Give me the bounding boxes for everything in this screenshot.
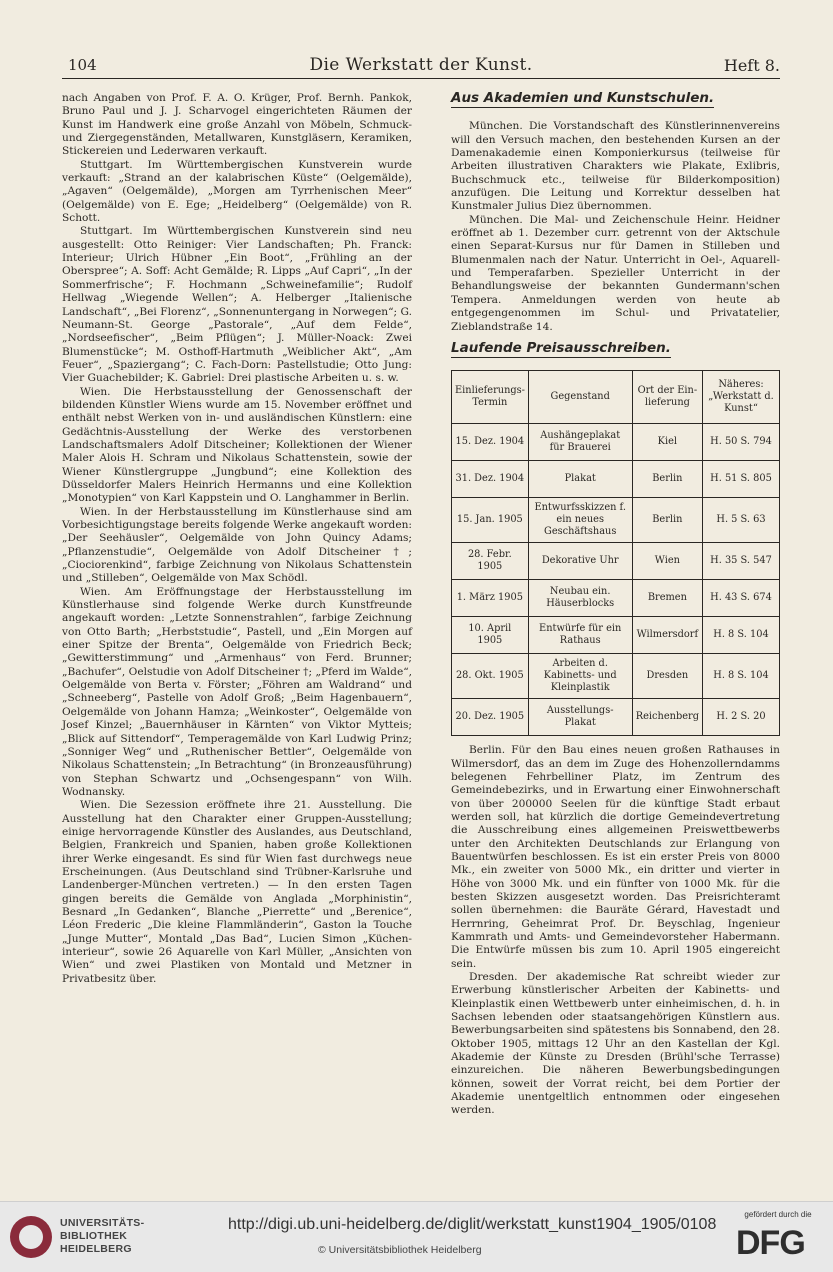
library-name: UNIVERSITÄTS- BIBLIOTHEK HEIDELBERG — [60, 1217, 145, 1255]
digitization-footer — [0, 1201, 833, 1272]
dfg-wordmark: DFG — [736, 1224, 805, 1262]
table-cell: H. 50 S. 794 — [703, 424, 780, 461]
table-cell: 28. Okt. 1905 — [452, 654, 529, 699]
permalink[interactable]: http://digi.ub.uni-heidelberg.de/diglit/werkstatt_kunst1904_1905/0108 — [228, 1216, 717, 1233]
table-cell: Arbeiten d. Kabinetts- und Kleinplastik — [528, 654, 632, 699]
paragraph: nach Angaben von Prof. F. A. O. Krüger, Prof. Bernh. Pankok, Bruno Paul und J. J. Scharvogel eingerichteten Räumen der Kunst im Handwerk eine große Anzahl von Möbeln, Schmuck- und Ziergegenständen, Metallwaren, Kunstgläsern, Keramiken, Stickereien und Lederwaren verkauft. — [62, 92, 412, 158]
paragraph: München. Die Mal- und Zeichenschule Heinr. Heidner eröffnet ab 1. Dezember curr. getrennt von der Aktschule einen Separat-Kursus nur für Damen in Stilleben und Blumenmalen nach der Natur. Unterricht in Oel-, Aquarell- und Temperafarben. Spezieller Unterricht in der Behandlungsweise der bekannten Gundermann'schen Tempera. Anmeldungen werden von heute ab entgegengenommen im Schul- und Privatatelier, Zieblandstraße 14. — [451, 213, 780, 333]
table-cell: Reichenberg — [632, 699, 702, 736]
table-cell: Kiel — [632, 424, 702, 461]
paragraph: Stuttgart. Im Württembergischen Kunstverein sind neu ausgestellt: Otto Reiniger: Vier Landschaften; Ph. Franck: Interieur; Ulrich Hübner „Ein Boot“, „Frühling an der Oberspree“; A. Soff: Acht Gemälde; R. Lipps „Auf Capri“, „In der Sommerfrische“; F. Hochmann „Schweinefamilie“; Rudolf Hellwag „Wiegende Wellen“; A. Helberger „Italienische Landschaft“, „Bei Florenz“, „Sonnenuntergang in Norwegen“; G. Neumann-St. George „Pastorale“, „Auf dem Felde“, „Nordseefischer“, „Beim Pflügen“; J. Müller-Noack: Zwei Blumenstücke“; M. Osthoff-Hartmuth „Weiblicher Akt“, „Am Feuer“, „Spaziergang“; C. Fach-Dorn: Pastellstudie; Otto Jung: Vier Guachebilder; K. Gabriel: Drei plastische Arbeiten u. s. w. — [62, 225, 412, 385]
dfg-caption: gefördert durch die — [744, 1210, 812, 1219]
journal-title: Die Werkstatt der Kunst. — [309, 55, 533, 75]
table-cell: Entwürfe für ein Rathaus — [528, 617, 632, 654]
table-cell: 15. Dez. 1904 — [452, 424, 529, 461]
dfg-logo[interactable] — [732, 1210, 824, 1266]
table-header-row — [452, 371, 780, 424]
paragraph: Stuttgart. Im Württembergischen Kunstverein wurde verkauft: „Strand an der kalabrischen Küste“ (Oelgemälde), „Agaven“ (Oelgemälde), „Morgen am Tyrrhenischen Meer“ (Oelgemälde) von E. Ege; „Heidelberg“ (Oelgemälde) von R. Schott. — [62, 158, 412, 225]
right-column — [451, 92, 780, 1118]
paragraph: Wien. In der Herbstausstellung im Künstlerhause sind am Vorbesichtigungstage bereits folgende Werke angekauft worden: „Der Seehäusler“, Oelgemälde von John Quincy Adams; „Pflanzenstudie“, Oelgemälde von Adolf Ditscheiner †; „Ciociorenkind“, farbige Zeichnung von Nikolaus Schattenstein und „Stilleben“, Oelgemälde von Max Schödl. — [62, 505, 412, 585]
table-cell: Wilmersdorf — [632, 617, 702, 654]
table-row — [452, 461, 780, 498]
table-cell: H. 8 S. 104 — [703, 617, 780, 654]
copyright-notice: © Universitätsbibliothek Heidelberg — [318, 1244, 482, 1256]
left-column — [62, 92, 412, 986]
table-cell: Neubau ein. Häuserblocks — [528, 580, 632, 617]
table-cell: 20. Dez. 1905 — [452, 699, 529, 736]
table-cell: H. 35 S. 547 — [703, 543, 780, 580]
paragraph: Dresden. Der akademische Rat schreibt wieder zur Erwerbung künstlerischer Arbeiten der Kabinetts- und Kleinplastik einen Wettbewerb unter einheimischen, d. h. in Sachsen lebenden oder staatsangehörigen Künstlern aus. Bewerbungsarbeiten sind spätestens bis Sonnabend, den 28. Oktober 1905, mittags 12 Uhr an den Kastellan der Kgl. Akademie der Künste zu Dresden (Brühl'sche Terrasse) einzureichen. Die näheren Bewerbungsbedingungen können, soweit der Vorrat reicht, bei dem Portier der Akademie unentgeltlich entnommen oder eingesehen werden. — [451, 971, 780, 1117]
table-cell: Plakat — [528, 461, 632, 498]
library-logo[interactable] — [10, 1214, 200, 1260]
table-cell: Dresden — [632, 654, 702, 699]
section-heading-competitions: Laufende Preisausschreiben. — [451, 342, 671, 358]
table-cell: 28. Febr. 1905 — [452, 543, 529, 580]
table-cell: H. 8 S. 104 — [703, 654, 780, 699]
table-cell: Entwurfsskizzen f. ein neues Geschäftshaus — [528, 498, 632, 543]
table-cell: H. 51 S. 805 — [703, 461, 780, 498]
table-row — [452, 580, 780, 617]
paragraph: Wien. Die Herbstausstellung der Genossenschaft der bildenden Künstler Wiens wurde am 15. November eröffnet und enthält nebst Werken von in- und ausländischen Künstlern: eine Gedächtnis-Ausstellung der Werke des verstorbenen Landschaftsmalers Adolf Ditscheiner; Kollektionen der Wiener Maler Alois H. Schram und Nikolaus Schattenstein, sowie der Wiener Künstlergruppe „Jungbund“; eine Kollektion des Düsseldorfer Malers Heinrich Hermanns und eine Kollektion „Monotypien“ von Karl Kappstein und O. Langhammer in Berlin. — [62, 385, 412, 505]
table-row — [452, 424, 780, 461]
column-header: Ort der Ein-lieferung — [632, 371, 702, 424]
table-cell: 10. April 1905 — [452, 617, 529, 654]
table-cell: Berlin — [632, 498, 702, 543]
table-cell: Bremen — [632, 580, 702, 617]
table-row — [452, 543, 780, 580]
issue-label: Heft 8. — [723, 56, 780, 75]
paragraph: Berlin. Für den Bau eines neuen großen Rathauses in Wilmersdorf, das an dem im Zuge des Hohenzollerndamms belegenen Fehrbelliner Platz, im Zentrum des Gemeindebezirks, und in Erwartung einer Einwohnerschaft von über 200000 Seelen für die künftige Stadt erbaut werden soll, hat kürzlich die dortige Gemeindevertretung die Ausschreibung eines allgemeinen Preiswettbewerbs unter den Architekten Deutschlands zur Erlangung von Bauentwürfen beschlossen. Es ist ein erster Preis von 8000 Mk., ein zweiter von 5000 Mk., ein dritter und vierter in Höhe von 3000 Mk. und ein fünfter von 1000 Mk. für die besten Skizzen ausgesetzt worden. Das Preisrichteramt sollen übernehmen: die Bauräte Gérard, Havestadt und Herrnring, Geheimrat Prof. Dr. Beyschlag, Ingenieur Kammrath und Amts- und Gemeindevorsteher Habermann. Die Entwürfe müssen bis zum 10. April 1905 eingereicht sein. — [451, 744, 780, 970]
running-header — [62, 54, 780, 79]
table-row — [452, 498, 780, 543]
table-row — [452, 617, 780, 654]
column-header: Gegenstand — [528, 371, 632, 424]
table-cell: H. 5 S. 63 — [703, 498, 780, 543]
table-cell: Aushängeplakat für Brauerei — [528, 424, 632, 461]
table-cell: Wien — [632, 543, 702, 580]
table-cell: H. 2 S. 20 — [703, 699, 780, 736]
table-cell: 15. Jan. 1905 — [452, 498, 529, 543]
table-cell: Ausstellungs-Plakat — [528, 699, 632, 736]
column-header: Näheres: „Werkstatt d. Kunst“ — [703, 371, 780, 424]
paragraph: München. Die Vorstandschaft des Künstlerinnenvereins will den Versuch machen, den bestehenden Kursen an der Damenakademie einen Komponierkursus (teilweise für Arbeiten illustrativen Charakters wie Plakate, Exlibris, Buchschmuck etc., teilweise für Bilderkomposition) anzufügen. Die Leitung und Korrektur desselben hat Kunstmaler Julius Diez übernommen. — [451, 120, 780, 213]
competitions-table — [451, 370, 780, 736]
section-heading-academies: Aus Akademien und Kunstschulen. — [451, 92, 714, 108]
page-number: 104 — [68, 56, 97, 74]
column-header: Einlieferungs-Termin — [452, 371, 529, 424]
table-cell: Berlin — [632, 461, 702, 498]
table-cell: 31. Dez. 1904 — [452, 461, 529, 498]
table-cell: H. 43 S. 674 — [703, 580, 780, 617]
table-row — [452, 699, 780, 736]
seal-icon — [10, 1216, 52, 1258]
table-cell: Dekorative Uhr — [528, 543, 632, 580]
paragraph: Wien. Am Eröffnungstage der Herbstausstellung im Künstlerhause sind folgende Werke durch Kunstfreunde angekauft worden: „Letzte Sonnenstrahlen“, farbige Zeichnung von Otto Barth; „Herbststudie“, Pastell, und „Ein Morgen auf einer Spitze der Brenta“, Oelgemälde von Friedrich Beck; „Gewitterstimmung“ und „Armenhaus“ von Ferd. Brunner; „Bachufer“, Oelstudie von Adolf Ditscheiner †; „Pferd im Walde“, Oelgemälde von Berta v. Förster; „Föhren am Waldrand“ und „Schneeberg“, Pastelle von Adolf Groß; „Beim Hagenbauern“, Oelgemälde von Johann Hamza; „Weinkoster“, Oelgemälde von Josef Kinzel; „Bauernhäuser in Kärnten“ von Viktor Mytteis; „Blick auf Sittendorf“, Temperagemälde von Karl Ludwig Prinz; „Sonniger Weg“ und „Ruthenischer Bettler“, Oelgemälde von Nikolaus Schattenstein; „In Betrachtung“ (in Bronzeausführung) von Stephan Schwartz und „Ochsengespann“ von Wilh. Wodnansky. — [62, 585, 412, 798]
table-cell: 1. März 1905 — [452, 580, 529, 617]
paragraph: Wien. Die Sezession eröffnete ihre 21. Ausstellung. Die Ausstellung hat den Charakter einer Gruppen-Ausstellung; einige hervorragende Künstler des Auslandes, aus Deutschland, Belgien, Frankreich und Spanien, haben große Kollektionen ihrer Werke eingesandt. Es sind für Wien fast durchwegs neue Erscheinungen. (Aus Deutschland sind Trübner-Karlsruhe und Landenberger-München vertreten.) — In den ersten Tagen gingen bereits die Gemälde von Anglada „Morphinistin“, Besnard „In Gedanken“, Blanche „Pierrette“ und „Berenice“, Léon Frederic „Die kleine Flammländerin“, Gaston la Touche „Junge Mutter“, Montald „Das Bad“, Lucien Simon „Kücheninterieur“, sowie 26 Aquarelle von Karl Müller, „Ansichten von Wien“ und zwei Plastiken von Montald und Metzner in Privatbesitz über. — [62, 799, 412, 985]
table-row — [452, 654, 780, 699]
